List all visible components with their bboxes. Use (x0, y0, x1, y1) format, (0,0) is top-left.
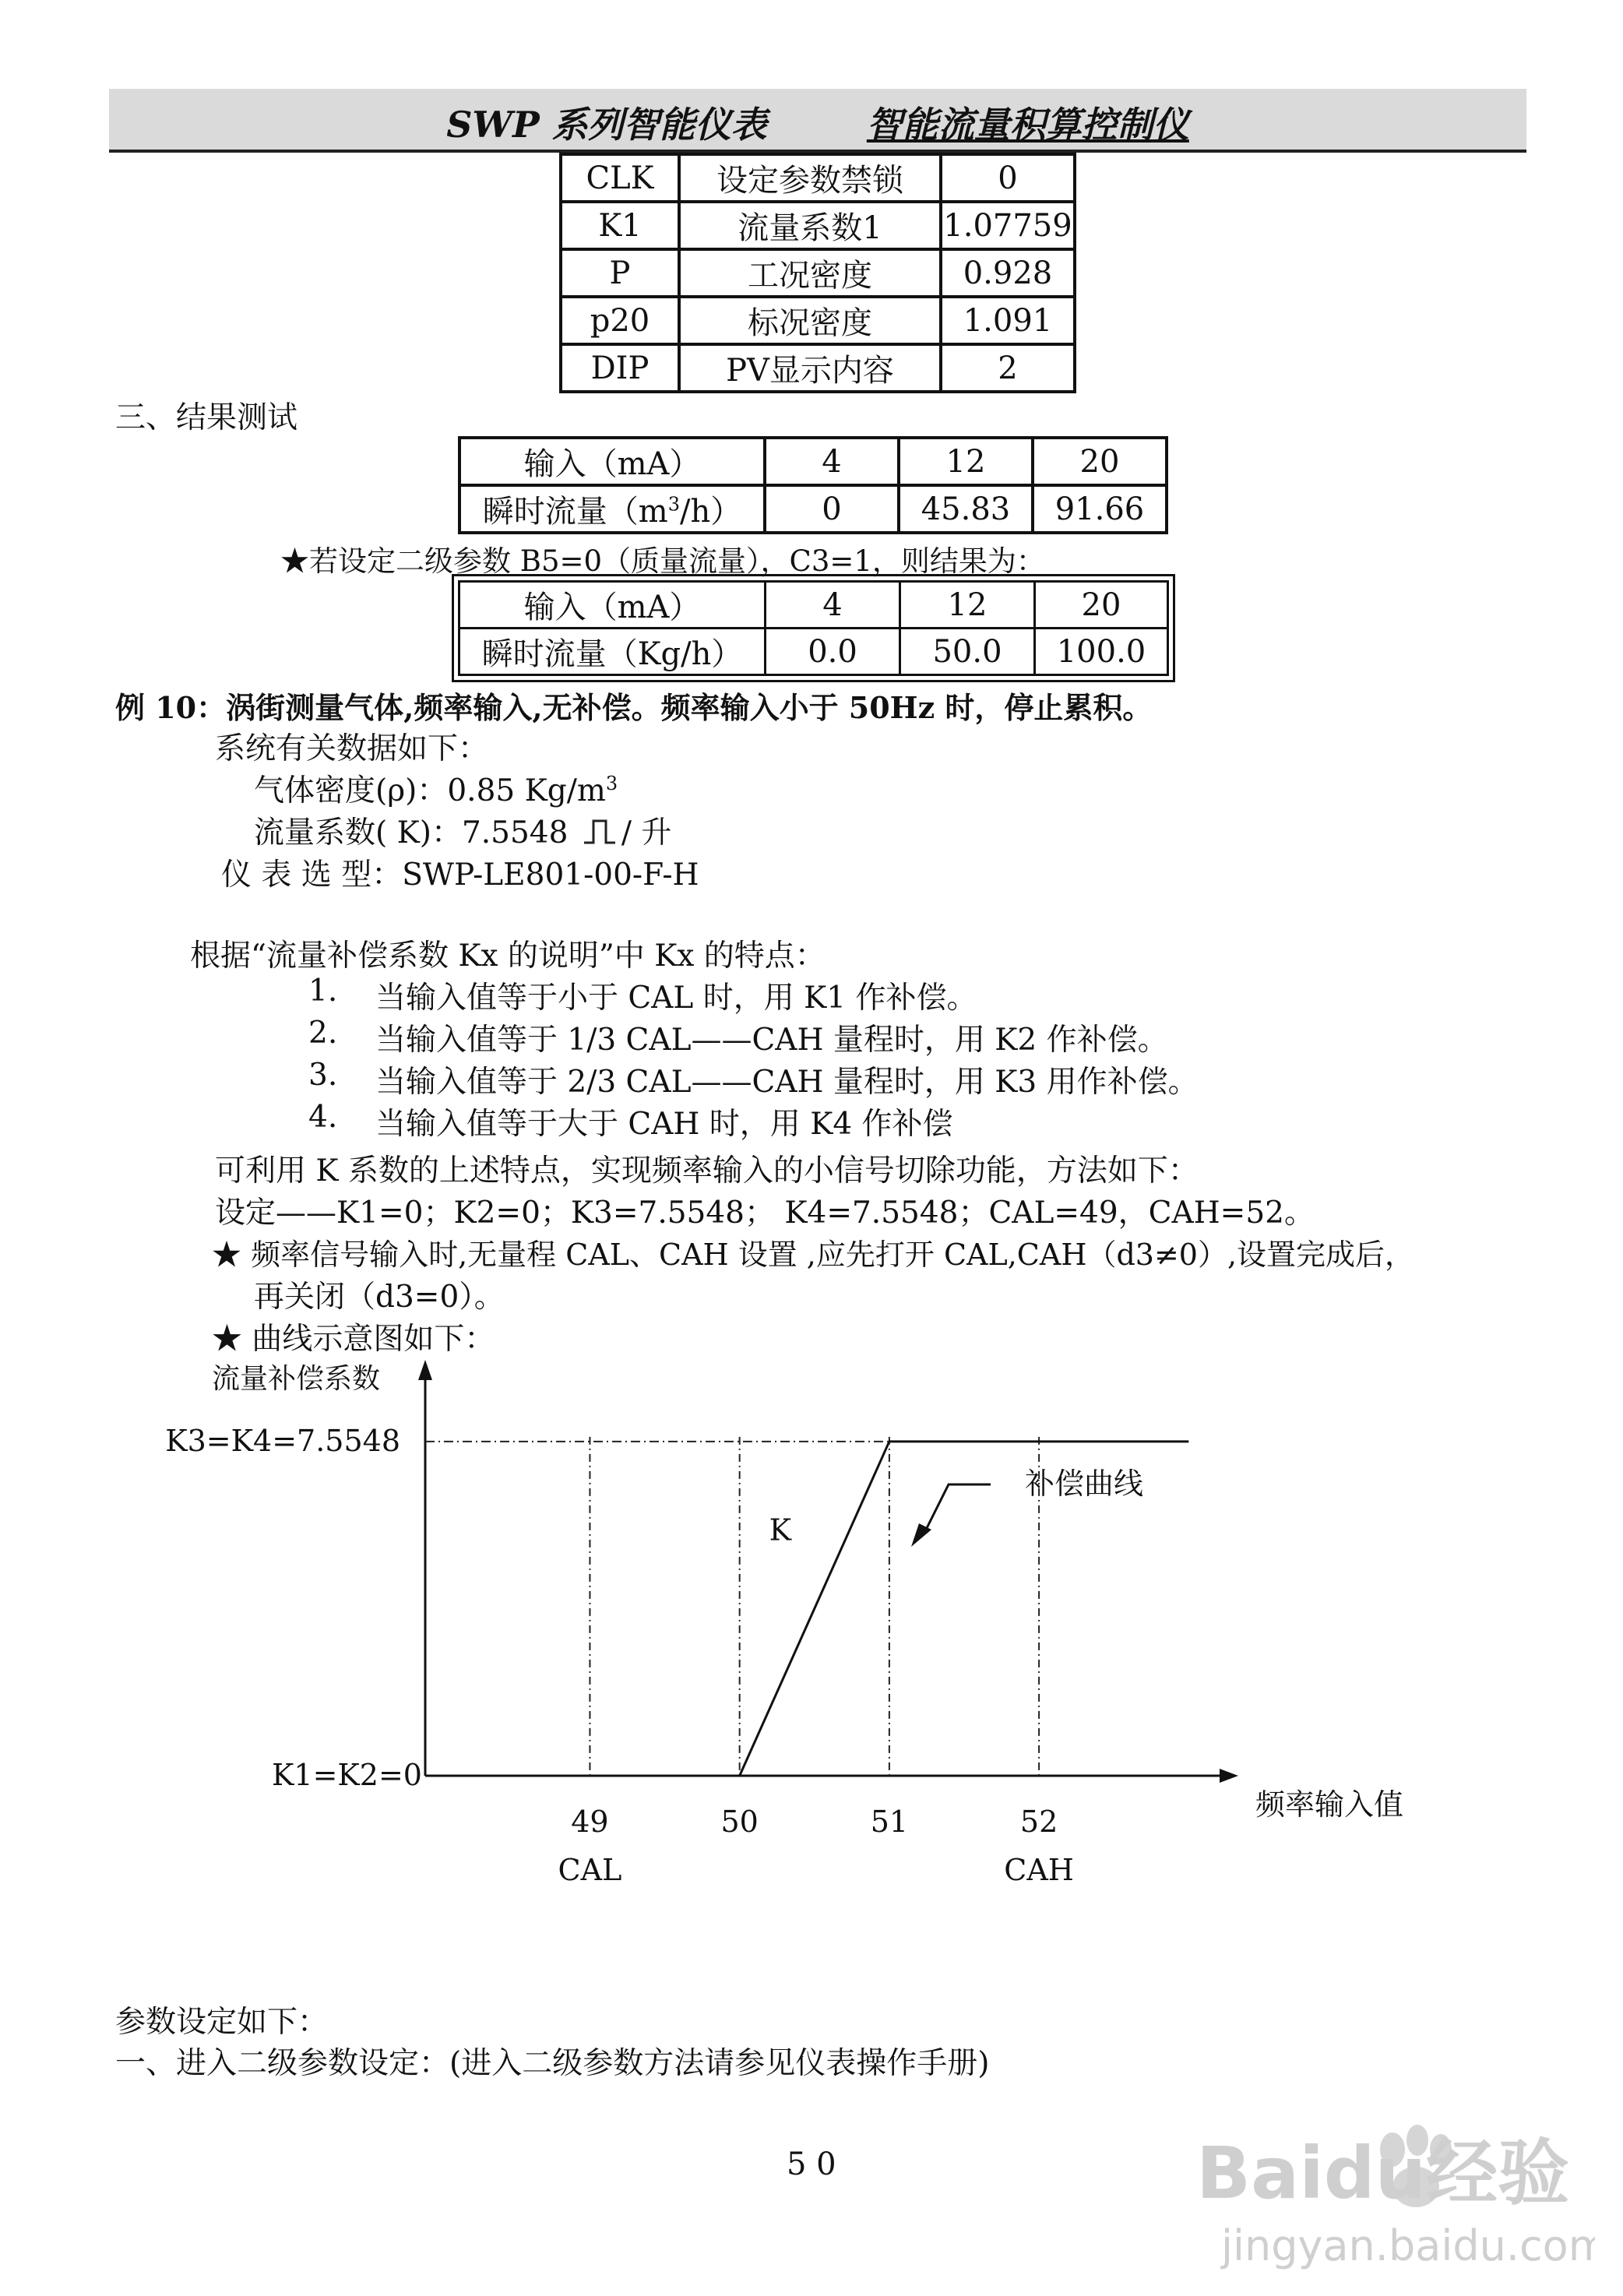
x-tick-label: 49 (571, 1805, 609, 1839)
input-cell: 20 (1035, 582, 1168, 629)
watermark-url: jingyan.baidu.com (1221, 2221, 1595, 2270)
flow-coef-unit: / 升 (621, 815, 672, 850)
header-subtitle: 智能流量积算控制仪 (866, 104, 1189, 146)
param-code: DIP (561, 344, 679, 392)
gas-density (254, 766, 618, 810)
result-table-1 (458, 436, 1168, 534)
input-cell: 20 (1033, 438, 1167, 485)
step-one-line: 一、进入二级参数设定：(进入二级参数方法请参见仪表操作手册) (115, 2046, 990, 2081)
basis-line: 根据“流量补偿系数 Kx 的说明”中 Kx 的特点： (190, 938, 826, 974)
page-header (109, 89, 1526, 153)
annotation-label: 补偿曲线 (1025, 1467, 1144, 1501)
input-cell: 4 (766, 582, 900, 629)
param-code: p20 (561, 297, 679, 344)
star-note-2: ★ 曲线示意图如下： (212, 1322, 495, 1357)
example-10-title: 例 10：涡街测量气体,频率输入,无补偿。频率输入小于 50Hz 时，停止累积。 (115, 690, 1153, 725)
param-name: PV显示内容 (679, 344, 941, 392)
baidu-paw-logo (1190, 2095, 1595, 2282)
param-code: P (561, 249, 679, 297)
flow-label: 瞬时流量（Kg/h） (459, 629, 766, 675)
input-label: 输入（mA） (459, 438, 765, 485)
y-axis-title: 流量补偿系数 (212, 1363, 381, 1395)
x-tick-sublabel: CAL (558, 1853, 622, 1887)
param-name: 流量系数1 (679, 202, 941, 249)
method-line: 可利用 K 系数的上述特点，实现频率输入的小信号切除功能，方法如下： (215, 1153, 1199, 1188)
list-number: 2. (308, 1016, 338, 1051)
example-intro: 系统有关数据如下： (215, 731, 489, 766)
x-axis-title: 频率输入值 (1255, 1787, 1404, 1822)
param-row (561, 344, 1075, 392)
gas-density-text: 气体密度(ρ)：0.85 Kg/m (254, 773, 606, 808)
param-table (559, 153, 1076, 393)
list-number: 4. (308, 1100, 338, 1135)
header-text (109, 97, 1526, 148)
list-item: 当输入值等于 2/3 CAL——CAH 量程时，用 K3 用作补偿。 (375, 1065, 1199, 1100)
list-number: 3. (308, 1058, 338, 1093)
flow-cell: 50.0 (900, 629, 1035, 675)
page-number: 5 0 (787, 2146, 836, 2182)
flow-cell: 0 (765, 485, 899, 533)
segment-label: K (769, 1512, 791, 1548)
annotation-leader (925, 1484, 991, 1531)
x-tick-label: 52 (1019, 1805, 1058, 1839)
baidu-watermark (1190, 2095, 1595, 2282)
input-label: 输入（mA） (459, 582, 766, 629)
gas-density-sup: 3 (605, 773, 618, 794)
section-three-heading: 三、结果测试 (115, 400, 298, 435)
param-name: 设定参数禁锁 (679, 154, 941, 202)
input-cell: 12 (900, 582, 1035, 629)
flow-label-sup: 3 (667, 493, 680, 516)
y-tick-label: K1=K2=0 (272, 1758, 422, 1792)
param-value: 1.07759 (941, 202, 1075, 249)
pulse-icon (583, 818, 617, 846)
param-value: 2 (941, 344, 1075, 392)
note-b5: ★若设定二级参数 B5=0（质量流量），C3=1，则结果为： (280, 544, 1045, 578)
flow-cell: 45.83 (899, 485, 1033, 533)
x-axis-arrow (1220, 1769, 1238, 1783)
settings-line: 设定——K1=0；K2=0；K3=7.5548； K4=7.5548；CAL=49，CAH=52。 (215, 1196, 1315, 1231)
param-value: 0.928 (941, 249, 1075, 297)
flow-cell: 91.66 (1033, 485, 1167, 533)
y-tick-label: K3=K4=7.5548 (165, 1423, 400, 1458)
flow-cell: 100.0 (1035, 629, 1168, 675)
flow-coefficient (254, 808, 671, 852)
list-item: 当输入值等于小于 CAL 时，用 K1 作补偿。 (375, 981, 977, 1016)
result-table-2 (458, 580, 1169, 676)
watermark-brand: Baidu经验 (1196, 2132, 1570, 2215)
flow-cell: 0.0 (766, 629, 900, 675)
param-row (561, 249, 1075, 297)
flow-coef-text: 流量系数( K)：7.5548 (254, 815, 569, 850)
flow-label (459, 485, 765, 533)
param-value: 1.091 (941, 297, 1075, 344)
param-row (561, 154, 1075, 202)
list-item: 当输入值等于 1/3 CAL——CAH 量程时，用 K2 作补偿。 (375, 1023, 1168, 1058)
y-axis-arrow (418, 1360, 432, 1380)
instrument-model: 仪 表 选 型：SWP-LE801-00-F-H (221, 857, 699, 893)
param-setting-heading: 参数设定如下： (115, 2005, 329, 2040)
param-code: CLK (561, 154, 679, 202)
input-cell: 4 (765, 438, 899, 485)
input-cell: 12 (899, 438, 1033, 485)
param-row (561, 297, 1075, 344)
param-row (561, 202, 1075, 249)
param-code: K1 (561, 202, 679, 249)
list-item: 当输入值等于大于 CAH 时，用 K4 作补偿 (375, 1107, 953, 1142)
star-note-1: ★ 频率信号输入时,无量程 CAL、CAH 设置 ,应先打开 CAL,CAH（d3≠0）,设置完成后， (212, 1238, 1415, 1272)
x-tick-label: 51 (870, 1805, 909, 1839)
star-note-1-cont: 再关闭（d3=0）。 (254, 1280, 505, 1315)
param-name: 工况密度 (679, 249, 941, 297)
x-tick-label: 50 (720, 1805, 759, 1839)
header-title: SWP 系列智能仪表 (446, 104, 767, 146)
flow-label-prefix: 瞬时流量（m (482, 494, 668, 530)
x-tick-sublabel: CAH (1004, 1853, 1074, 1887)
compensation-chart (0, 1340, 1623, 1932)
flow-label-suffix: /h） (679, 494, 742, 530)
param-value: 0 (941, 154, 1075, 202)
list-number: 1. (308, 974, 338, 1009)
param-name: 标况密度 (679, 297, 941, 344)
